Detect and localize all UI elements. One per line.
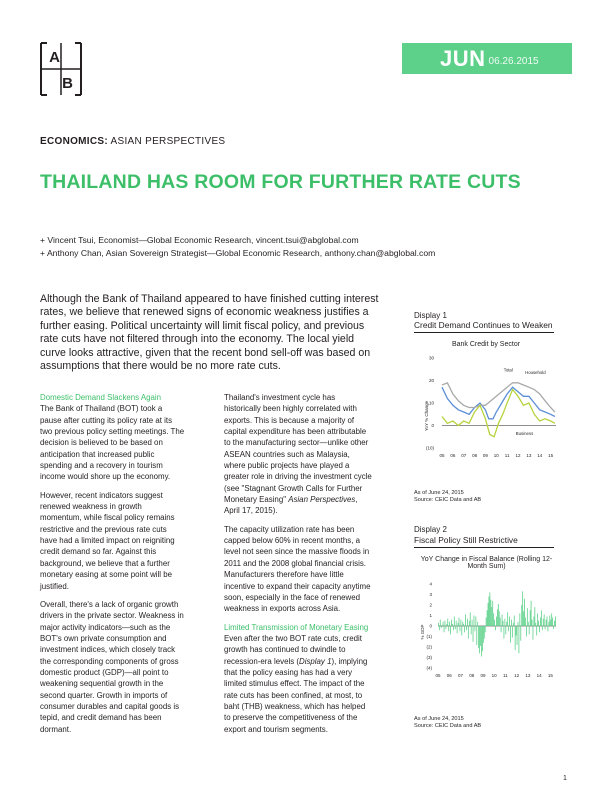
bar <box>470 612 471 626</box>
bar <box>455 626 456 629</box>
x-tick-label: 06 <box>446 673 452 678</box>
bar <box>475 626 476 631</box>
display-1-note <box>414 490 481 504</box>
bar <box>508 626 509 631</box>
bar <box>494 620 495 626</box>
section-label-bold: ECONOMICS: <box>40 136 108 147</box>
bar <box>536 626 537 635</box>
bar <box>487 610 488 626</box>
bar <box>524 599 525 626</box>
bar <box>476 626 477 645</box>
bar <box>551 613 552 626</box>
x-tick-label: 07 <box>457 673 463 678</box>
bar <box>515 626 516 650</box>
body-column-middle <box>224 392 372 742</box>
y-tick-label: 4 <box>429 581 432 587</box>
y-tick-label: (2) <box>426 644 432 650</box>
subhead: Domestic Demand Slackens Again <box>40 393 162 402</box>
bar <box>553 626 554 629</box>
bar <box>483 626 484 643</box>
x-tick-label: 10 <box>493 453 499 458</box>
bar <box>512 626 513 638</box>
bar <box>480 626 481 646</box>
bar <box>537 613 538 626</box>
source-note: Source: CEIC Data and AB <box>414 497 482 503</box>
body-paragraph <box>224 633 372 735</box>
bar <box>541 610 542 626</box>
bar <box>534 607 535 626</box>
series-label-household: Household <box>525 369 546 375</box>
bar <box>547 617 548 626</box>
publication-title: Asian Perspectives <box>288 495 356 505</box>
bar <box>548 626 549 631</box>
chart-title: Bank Credit by Sector <box>451 341 521 348</box>
x-tick-label: 13 <box>525 673 531 678</box>
as-of-note: As of June 24, 2015 <box>414 716 464 722</box>
bar <box>479 626 480 653</box>
bar <box>473 626 474 642</box>
chart-title: YoY Change in Fiscal Balance (Rolling 12-Month Sum) <box>420 556 553 570</box>
bar <box>538 621 539 626</box>
bar <box>552 618 553 626</box>
body-paragraph: Overall, there's a lack of organic growth drivers in the private sector. Weakness in major activity indicators—such as the BOT's own private consumption and investment indices, which closely track the corresponding components of gross domestic product (GDP)—all point to weakening sequential growth in the second quarter. Growth in imports of consumer durables and capital goods is tepid, and credit demand has been dormant. <box>40 599 184 734</box>
bar <box>503 621 504 626</box>
y-tick-label: 0 <box>431 423 434 429</box>
bar <box>530 610 531 626</box>
x-tick-label: 05 <box>435 673 441 678</box>
lead-paragraph: Although the Bank of Thailand appeared to have finished cutting interest rates, we believe that renewed signs of economic weakness justifies a further easing. Political uncertainty will limit fiscal policy, and previous rate cuts have not filtered through into the economy. The local yield curve looks attractive, given that the recent bond sell-off was based on assumptions that there would be no more rate cuts. <box>40 293 379 373</box>
bar <box>459 618 460 626</box>
bar <box>447 619 448 626</box>
display-1-rule <box>414 332 554 333</box>
bar <box>440 620 441 626</box>
logo-letter-a: A <box>49 49 60 66</box>
bar <box>443 622 444 626</box>
bar <box>463 624 464 626</box>
x-tick-label: 10 <box>491 673 497 678</box>
author-bullet: + <box>40 235 48 245</box>
x-tick-label: 15 <box>548 453 554 458</box>
bar <box>498 604 499 626</box>
author-name: Vincent Tsui <box>47 235 94 245</box>
x-tick-label: 08 <box>472 453 478 458</box>
bar <box>546 620 547 626</box>
bar <box>533 626 534 640</box>
body-paragraph: The Bank of Thailand (BOT) took a pause after cutting its policy rate at its two previous policy setting meetings. The decision is believed to be based on anticipation that increased public spending and a recovery in tourism income would shore up the economy. <box>40 404 185 482</box>
display-2-note <box>414 716 481 730</box>
bar <box>491 607 492 626</box>
bar <box>509 617 510 626</box>
y-tick-label: (4) <box>426 665 432 671</box>
bar <box>544 614 545 626</box>
bar <box>466 626 467 630</box>
display-1-label: Display 1 <box>414 311 447 320</box>
bar <box>464 626 465 632</box>
bar <box>457 626 458 633</box>
bar <box>438 623 439 626</box>
bar <box>497 609 498 626</box>
bar <box>513 623 514 626</box>
bar <box>493 613 494 626</box>
bar <box>528 622 529 626</box>
body-paragraph: The capacity utilization rate has been capped below 60% in recent months, a level not seen since the massive floods in 2011 and the 2008 global financial crisis. Manufacturers therefore have little incentive to expand their capacity anytime soon, especially in the face of renewed weakness in exports across Asia. <box>224 524 371 614</box>
bar <box>550 620 551 626</box>
x-tick-label: 15 <box>547 673 553 678</box>
display-2-label: Display 2 <box>414 525 447 534</box>
bar <box>467 619 468 626</box>
y-tick-label: 1 <box>429 613 432 619</box>
bar <box>506 622 507 626</box>
bar <box>499 611 500 626</box>
bar <box>461 626 462 635</box>
bar <box>540 618 541 626</box>
bar <box>475 617 476 626</box>
bar <box>469 621 470 626</box>
y-tick-label: 30 <box>428 355 434 361</box>
bar <box>454 617 455 626</box>
series-label-business: Business <box>515 431 534 437</box>
bar <box>439 626 440 630</box>
bar <box>471 626 472 634</box>
x-tick-label: 11 <box>504 453 510 458</box>
y-tick-label: (1) <box>426 634 432 640</box>
bar <box>485 626 486 632</box>
text-run: ), implying that the policy easing has had a very limited stimulus effect. The impact of the rate cuts has been confined, at most, to baht (THB) weakness, which has helped to preserve the competitiveness of the export and tourism segments. <box>224 656 368 734</box>
display-2-rule <box>414 547 554 548</box>
bar <box>484 626 485 639</box>
x-tick-label: 09 <box>482 453 488 458</box>
bar <box>460 620 461 626</box>
section-label <box>40 136 225 147</box>
bar <box>510 626 511 643</box>
author-line <box>40 248 435 258</box>
bar <box>523 611 524 626</box>
y-tick-label: 2 <box>429 602 432 608</box>
y-tick-label: (3) <box>426 655 432 661</box>
page-number: 1 <box>563 775 567 782</box>
display-1-title: Credit Demand Continues to Weaken <box>414 320 553 330</box>
as-of-note: As of June 24, 2015 <box>414 490 464 496</box>
bar <box>445 626 446 629</box>
author-line <box>40 235 359 245</box>
y-axis-label: YoY % Change <box>424 400 429 432</box>
bar <box>489 597 490 626</box>
bar <box>452 624 453 626</box>
bar <box>486 618 487 626</box>
bar <box>451 620 452 626</box>
bar <box>444 626 445 632</box>
bar <box>460 626 461 631</box>
series-label-total: Total <box>503 367 513 373</box>
bar <box>516 626 517 635</box>
bar <box>535 623 536 626</box>
author-details[interactable]: , Economist—Global Economic Research, vincent.tsui@abglobal.com <box>93 235 359 245</box>
y-tick-label: 0 <box>429 623 432 629</box>
bar <box>442 625 443 626</box>
x-tick-label: 08 <box>469 673 475 678</box>
body-column-left <box>40 392 185 742</box>
bar <box>514 616 515 627</box>
bar <box>549 616 550 627</box>
x-tick-label: 14 <box>536 673 542 678</box>
bar <box>522 591 523 626</box>
bar <box>490 600 491 626</box>
bar <box>511 620 512 626</box>
text-run: Thailand's investment cycle has historically been highly correlated with exports. This is because a majority of capital expenditure has been attributable to the manufacturing sector—unlike other ASEAN countries such as Malaysia, where public projects have played a greater role in driving the investment cycle (see "Stagnant Growth Calls for Further Monetary Easing" <box>224 393 372 505</box>
bar <box>502 614 503 626</box>
bar <box>501 626 502 632</box>
bar <box>504 619 505 626</box>
bar <box>520 626 521 641</box>
series-line-business <box>442 390 555 437</box>
author-name: Anthony Chan <box>46 248 102 258</box>
x-tick-label: 14 <box>537 453 543 458</box>
bar <box>519 613 520 626</box>
bar <box>527 608 528 626</box>
bar <box>458 623 459 626</box>
logo-letter-b: B <box>62 75 73 92</box>
bar <box>449 622 450 626</box>
bar <box>453 626 454 630</box>
bar <box>517 626 518 645</box>
y-tick-label: (10) <box>425 445 434 451</box>
bar <box>465 614 466 626</box>
author-details[interactable]: , Asian Sovereign Strategist—Global Economic Research, anthony.chan@abglobal.com <box>101 248 436 258</box>
bar <box>542 626 543 630</box>
bar <box>495 626 496 630</box>
bar <box>481 626 482 656</box>
x-tick-label: 11 <box>503 673 508 678</box>
subhead: Limited Transmission of Monetary Easing <box>224 622 369 632</box>
date-month: JUN <box>440 45 486 71</box>
bar <box>450 626 451 634</box>
x-tick-label: 13 <box>526 453 532 458</box>
body-paragraph: However, recent indicators suggest renewed weakness in growth momentum, while fiscal policy remains restrictive and the previous rate cuts have had a limited impact on reigniting credit demand so far. Against this background, we believe that a further monetary easing at some point will be justified. <box>40 490 175 591</box>
bar <box>474 616 475 627</box>
author-bullet: + <box>40 248 47 258</box>
display-reference: Display 1 <box>299 656 332 666</box>
x-tick-label: 06 <box>450 453 456 458</box>
bar <box>505 626 506 634</box>
date-banner <box>402 43 572 74</box>
chart-bank-credit <box>398 334 568 482</box>
bar <box>478 626 479 648</box>
bar <box>531 601 532 626</box>
bar <box>441 626 442 628</box>
bar <box>533 617 534 626</box>
bar <box>445 621 446 626</box>
bar <box>545 626 546 629</box>
bar <box>477 622 478 626</box>
bar <box>489 592 490 626</box>
y-tick-label: 20 <box>428 378 434 384</box>
bar <box>472 620 473 626</box>
bar <box>529 626 530 634</box>
bar <box>555 617 556 626</box>
source-note: Source: CEIC Data and AB <box>414 723 482 729</box>
bar <box>504 626 505 639</box>
bar <box>500 618 501 626</box>
bar <box>548 622 549 626</box>
bar <box>488 603 489 626</box>
text-run: , April 17, 2015). <box>224 495 358 516</box>
display-2-title: Fiscal Policy Still Restrictive <box>414 535 518 545</box>
bar <box>507 612 508 626</box>
bar <box>496 617 497 626</box>
date-full: 06.26.2015 <box>488 56 539 67</box>
bar <box>518 622 519 626</box>
article-title: THAILAND HAS ROOM FOR FURTHER RATE CUTS <box>40 171 521 193</box>
y-tick-label: 10 <box>428 400 434 406</box>
bar <box>446 624 447 626</box>
bar <box>482 626 483 651</box>
bar <box>526 626 527 637</box>
section-label-rest: ASIAN PERSPECTIVES <box>108 136 226 147</box>
body-paragraph <box>224 392 372 517</box>
bar <box>525 618 526 626</box>
bar <box>521 605 522 626</box>
y-tick-label: 3 <box>429 592 432 598</box>
x-tick-label: 09 <box>480 673 486 678</box>
bar <box>468 626 469 639</box>
chart-fiscal-balance <box>398 576 568 694</box>
x-tick-label: 05 <box>439 453 445 458</box>
bar <box>462 622 463 626</box>
ab-logo <box>40 42 82 96</box>
bar <box>456 621 457 626</box>
bar <box>539 626 540 632</box>
bar <box>532 620 533 626</box>
x-tick-label: 12 <box>514 673 520 678</box>
bar <box>492 601 493 626</box>
text-run: Even after the two BOT rate cuts, credit growth has continued to dwindle to recession-era levels ( <box>224 633 363 666</box>
bar <box>543 619 544 626</box>
y-axis-label: % GDP <box>420 624 425 640</box>
bar <box>554 621 555 626</box>
bar <box>519 626 520 653</box>
bar <box>448 626 449 631</box>
x-tick-label: 07 <box>461 453 467 458</box>
x-tick-label: 12 <box>515 453 521 458</box>
